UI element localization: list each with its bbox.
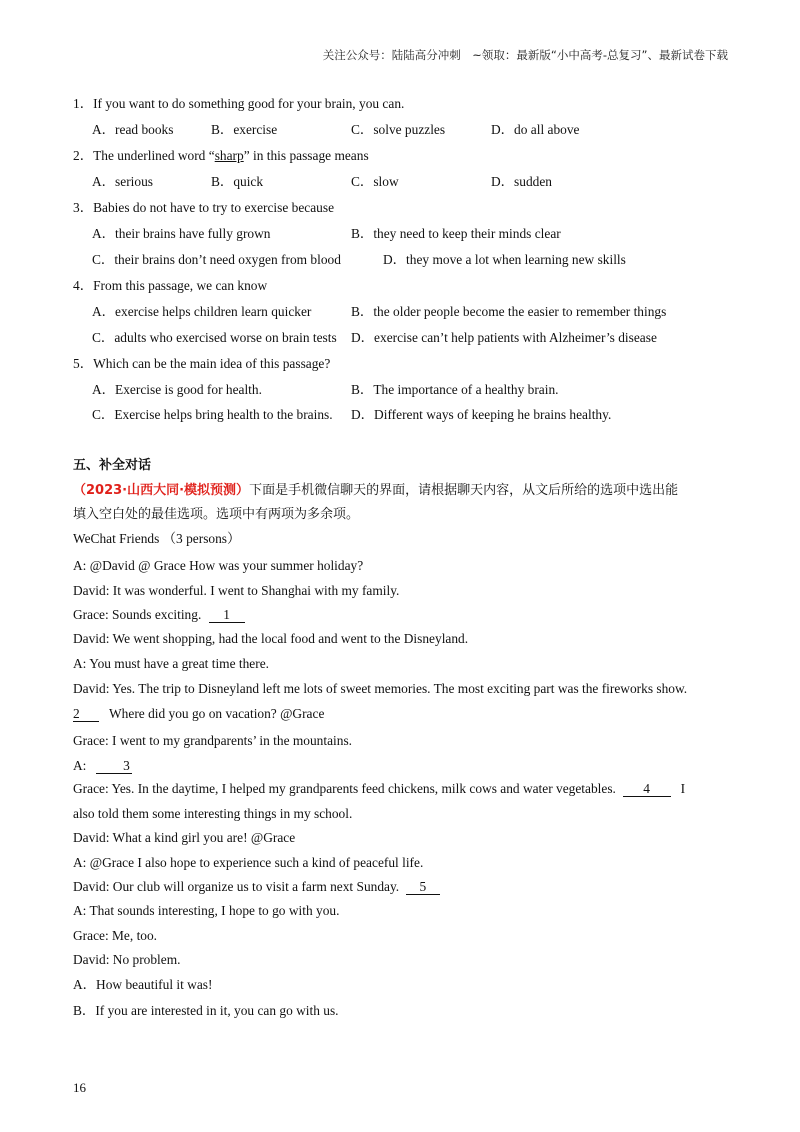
- section-instruction: （2023·山西大同·模拟预测）下面是手机微信聊天的界面，请根据聊天内容，从文后所给的选项中选出能: [73, 483, 679, 498]
- dialogue-line: David: No problem.: [73, 952, 181, 967]
- dialogue-line: Grace: Me, too.: [73, 928, 158, 943]
- option: C．Exercise helps bring health to the brains.: [92, 407, 333, 422]
- dialogue-line: A: 3: [73, 758, 130, 773]
- blank-1[interactable]: 1: [209, 608, 245, 623]
- source-tag: （2023·山西大同·模拟预测）: [73, 483, 250, 498]
- option: B．they need to keep their minds clear: [351, 226, 561, 241]
- option: A．serious: [92, 174, 153, 189]
- option: C．slow: [351, 174, 399, 189]
- option: C．solve puzzles: [351, 122, 446, 137]
- dialogue-line: A: @Grace I also hope to experience such a kind of peaceful life.: [73, 855, 424, 870]
- question-stem: 1．If you want to do something good for your brain, you can.: [73, 96, 405, 111]
- option: A．Exercise is good for health.: [92, 382, 262, 397]
- blank-5[interactable]: 5: [406, 880, 440, 895]
- question-stem: 4．From this passage, we can know: [73, 278, 268, 293]
- answer-choice: B．If you are interested in it, you can go with us.: [73, 1003, 339, 1018]
- page-number: 16: [73, 1080, 86, 1095]
- dialogue-line: David: Our club will organize us to visit a farm next Sunday. 5: [73, 878, 440, 896]
- dialogue-line: David: We went shopping, had the local food and went to the Disneyland.: [73, 631, 469, 646]
- chat-header: WeChat Friends （3 persons）: [73, 531, 241, 546]
- option: C．their brains don’t need oxygen from blood: [92, 252, 341, 267]
- blank-3[interactable]: 3: [96, 759, 132, 774]
- option: B．quick: [211, 174, 264, 189]
- option: D．Different ways of keeping he brains healthy.: [351, 407, 612, 422]
- underlined-word: sharp: [214, 148, 244, 163]
- dialogue-line: Grace: I went to my grandparents’ in the mountains.: [73, 733, 353, 748]
- dialogue-line: David: What a kind girl you are! @Grace: [73, 830, 296, 845]
- option: B．the older people become the easier to remember things: [351, 304, 667, 319]
- option: C．adults who exercised worse on brain tests: [92, 330, 337, 345]
- dialogue-line: also told them some interesting things in my school.: [73, 806, 353, 821]
- blank-2[interactable]: 2: [73, 707, 99, 722]
- option: D．they move a lot when learning new skills: [383, 252, 626, 267]
- page-header: 关注公众号：陆陆高分冲刺 ~领取：最新版“小中高考-总复习”、最新试卷下载: [322, 48, 728, 62]
- option: D．sudden: [491, 174, 552, 189]
- question-stem: 5．Which can be the main idea of this passage?: [73, 356, 331, 371]
- option: D．do all above: [491, 122, 580, 137]
- answer-choice: A．How beautiful it was!: [73, 977, 213, 992]
- option: B．The importance of a healthy brain.: [351, 382, 559, 397]
- option: D．exercise can’t help patients with Alzheimer’s disease: [351, 330, 657, 345]
- dialogue-line: Grace: Sounds exciting. 1: [73, 606, 245, 624]
- section-instruction-cont: 填入空白处的最佳选项。选项中有两项为多余项。: [73, 507, 360, 522]
- dialogue-line: A: That sounds interesting, I hope to go with you.: [73, 903, 340, 918]
- blank-4[interactable]: 4: [623, 782, 671, 797]
- dialogue-line: Grace: Yes. In the daytime, I helped my grandparents feed chickens, milk cows and water vegetables. 4 I: [73, 781, 686, 796]
- option: A．their brains have fully grown: [92, 226, 271, 241]
- option: B．exercise: [211, 122, 278, 137]
- option: A．exercise helps children learn quicker: [92, 304, 312, 319]
- dialogue-line: David: Yes. The trip to Disneyland left me lots of sweet memories. The most exciting part was the fireworks show.: [73, 681, 688, 696]
- section-title: 五、补全对话: [73, 458, 152, 473]
- question-stem: 3．Babies do not have to try to exercise because: [73, 200, 335, 215]
- dialogue-line: A: You must have a great time there.: [73, 656, 269, 671]
- dialogue-line: David: It was wonderful. I went to Shanghai with my family.: [73, 583, 400, 598]
- dialogue-line: A: @David @ Grace How was your summer holiday?: [73, 558, 364, 573]
- dialogue-line: 2 Where did you go on vacation? @Grace: [73, 706, 325, 721]
- option: A．read books: [92, 122, 174, 137]
- question-stem: 2．The underlined word “sharp” in this passage means: [73, 148, 369, 163]
